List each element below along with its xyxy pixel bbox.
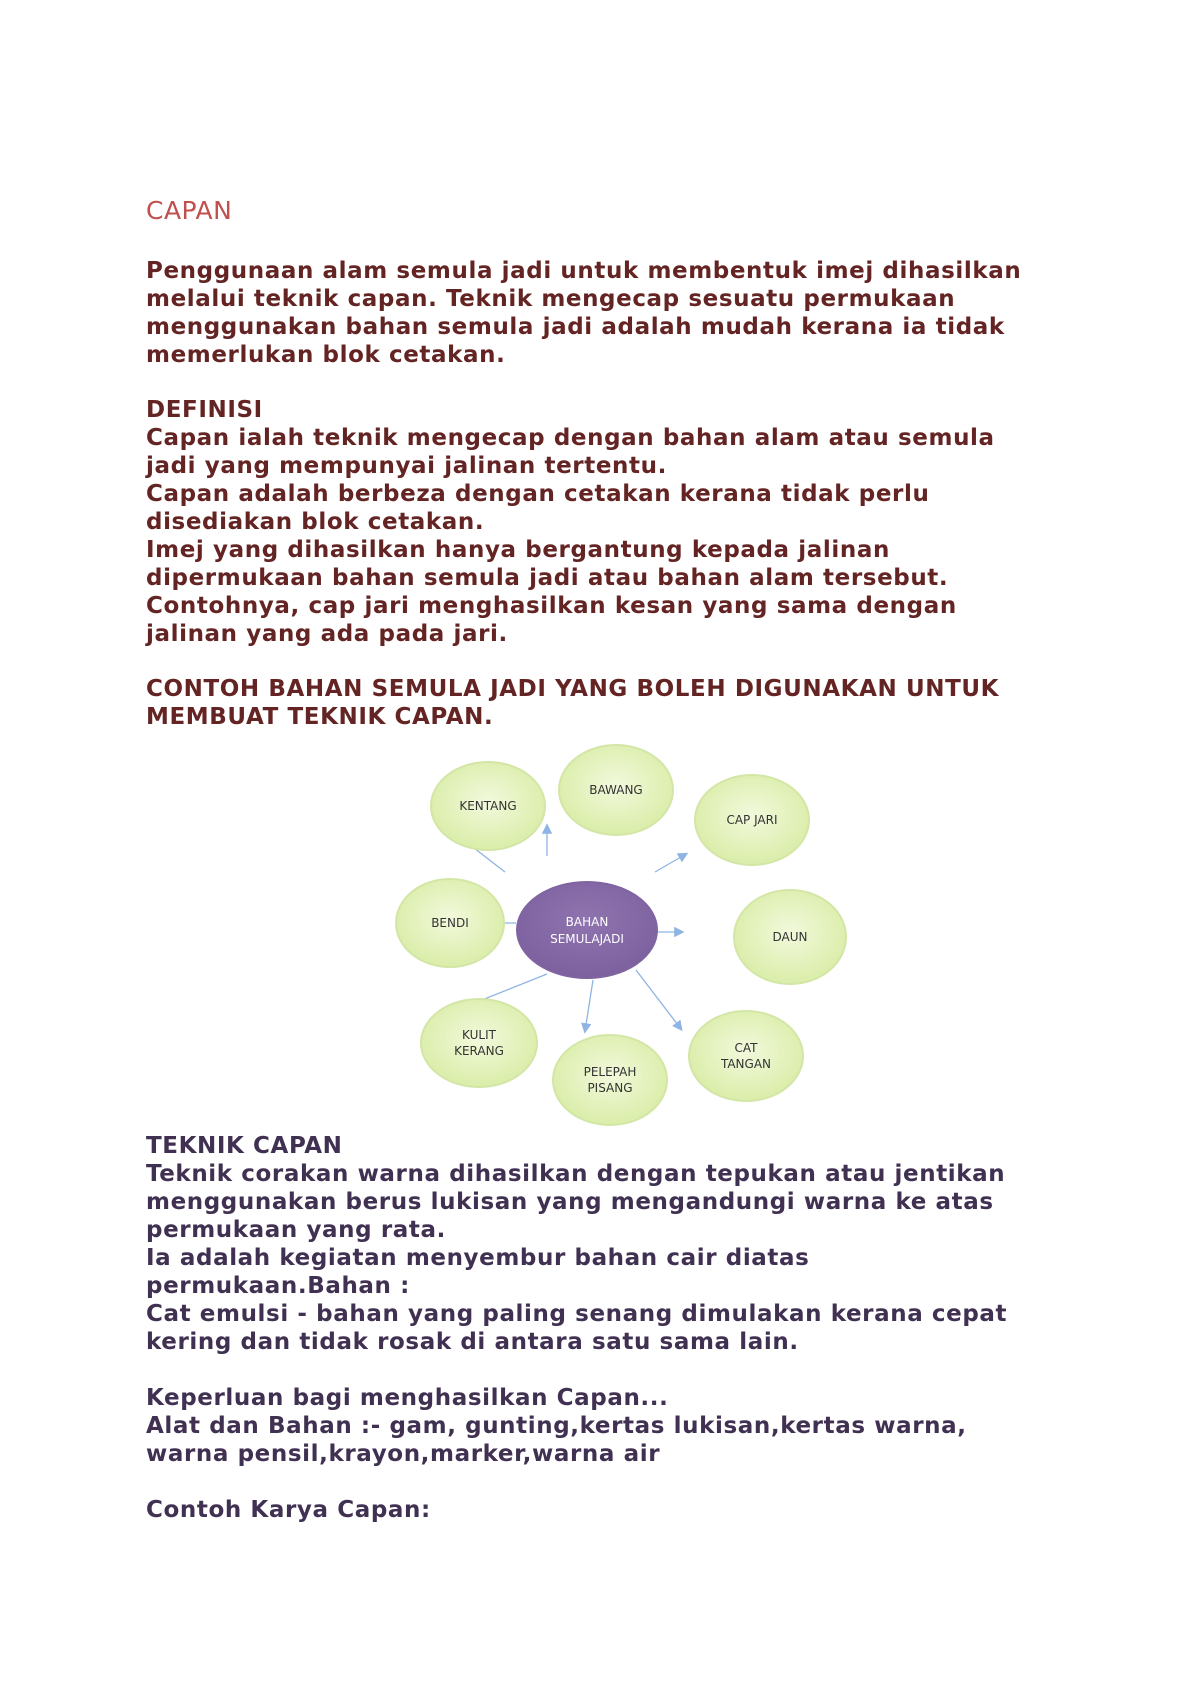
diagram-node	[553, 1035, 667, 1125]
diagram-center-label: BAHAN	[565, 915, 609, 929]
diagram-node-label: CAT	[734, 1041, 758, 1055]
diagram-node-label: BAWANG	[589, 783, 643, 797]
diagram-node	[689, 1011, 803, 1101]
diagram-node-shape	[421, 999, 537, 1087]
diagram-node	[559, 745, 673, 835]
diagram-node-shape	[689, 1011, 803, 1101]
diagram-node-label: KULIT	[462, 1028, 496, 1042]
diagram-node	[396, 879, 504, 967]
teknik-heading: TEKNIK CAPAN	[146, 1133, 343, 1159]
teknik-capan-section	[146, 1132, 1106, 1356]
intro-text: Penggunaan alam semula jadi untuk membentuk imej dihasilkan melalui teknik capan. Teknik mengecap sesuatu permukaan menggunakan bahan semula jadi adalah mudah kerana ia tidak memerlukan blok cetakan.	[146, 258, 1022, 368]
diagram-node	[431, 762, 545, 850]
intro-paragraph	[146, 257, 1106, 369]
diagram-node	[734, 890, 846, 984]
definisi-section	[146, 396, 1106, 648]
diagram-node	[421, 999, 537, 1087]
diagram-node-label: KERANG	[454, 1044, 504, 1058]
diagram-node-shape	[553, 1035, 667, 1125]
diagram-node-label: PISANG	[587, 1081, 633, 1095]
diagram-center	[517, 882, 657, 978]
diagram-node-label: CAP JARI	[726, 813, 778, 827]
contoh-bahan-heading: CONTOH BAHAN SEMULA JADI YANG BOLEH DIGUNAKAN UNTUK MEMBUAT TEKNIK CAPAN.	[146, 676, 1000, 730]
diagram-node-label: BENDI	[431, 916, 469, 930]
diagram-center-shape	[517, 882, 657, 978]
diagram-arrow	[585, 980, 593, 1031]
bahan-semulajadi-diagram	[350, 728, 850, 1136]
document-title: CAPAN	[146, 196, 233, 225]
teknik-body: Teknik corakan warna dihasilkan dengan tepukan atau jentikan menggunakan berus lukisan yang mengandungi warna ke atas permukaan yang rata. Ia adalah kegiatan menyembur bahan cair diatas permukaan.Bahan : Cat emulsi - bahan yang paling senang dimulakan kerana cepat kering dan tidak rosak di antara satu sama lain.	[146, 1161, 1008, 1355]
keperluan-section	[146, 1384, 1106, 1468]
diagram-node-label: DAUN	[772, 930, 808, 944]
diagram-arrow	[636, 970, 681, 1029]
keperluan-body: Alat dan Bahan :- gam, gunting,kertas lukisan,kertas warna, warna pensil,krayon,marker,warna air	[146, 1413, 967, 1467]
diagram-node-label: PELEPAH	[583, 1065, 637, 1079]
diagram-center-label: SEMULAJADI	[550, 932, 624, 946]
diagram-node	[695, 775, 809, 865]
diagram-node-label: TANGAN	[720, 1057, 772, 1071]
definisi-heading: DEFINISI	[146, 397, 263, 423]
diagram-arrow	[655, 854, 686, 872]
keperluan-heading: Keperluan bagi menghasilkan Capan...	[146, 1385, 669, 1411]
contoh-karya-section	[146, 1496, 1106, 1524]
diagram-node-label: KENTANG	[459, 799, 517, 813]
contoh-bahan-section	[146, 675, 1106, 731]
contoh-karya-heading: Contoh Karya Capan:	[146, 1497, 431, 1523]
definisi-body: Capan ialah teknik mengecap dengan bahan alam atau semula jadi yang mempunyai jalinan tertentu. Capan adalah berbeza dengan cetakan kerana tidak perlu disediakan blok cetakan. Imej yang dihasilkan hanya bergantung kepada jalinan dipermukaan bahan semula jadi atau bahan alam tersebut. Contohnya, cap jari menghasilkan kesan yang sama dengan jalinan yang ada pada jari.	[146, 425, 995, 647]
